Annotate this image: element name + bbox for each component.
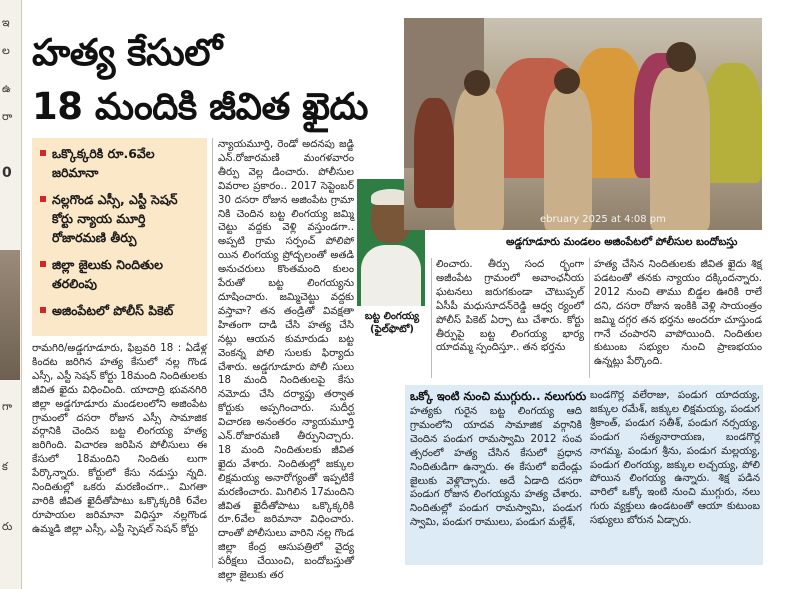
article-column-2: న్యాయమూర్తి, రెండో అదనపు జడ్జి ఎన్.రోజారమణి మంగళవారం తీర్పు వెల్ల డించారు. పోలీసుల వివరాల ప్రకారం.. 2017 సెప్టెంబర్ 30 దసరా రోజున అజింపేట గ్రామా నికి చెందిన బట్ట లింగయ్య జమ్మి చెట్టు వద్దకు వెళ్లి వస్తుండగా.. అప్పటి గ్రామ సర్పంచ్ పోలిపో యిన లింగయ్య ప్రోద్బలంతో అతడి అనుచరులు కొంతమంది కులం పేరుతో బట్ట లింగయ్యను దూషించారు. జమ్మిచెట్టు వద్దకు వస్తావా? తన తండ్రితో వివక్షతా హితంగా దాడి చేసి హత్య చేసి నట్లు ఆయన కుమారుడు బట్ట వెంకన్న పోలి సులకు ఫిర్యాదు చేశారు. అడ్డగూడూరు పోలీ సులు 18 మంది నిందితులపై కేసు నమోదు చేసి దర్యాప్తు తర్వాత కోర్టుకు అప్పగించారు. సుదీర్ఘ విచారణ అనంతరం న్యాయమూర్తి ఎన్.రోజారమణి తీర్పునిచ్చారు. 18 మంది నిందితులకు జీవిత ఖైదు వేశారు. నిందితుల్లో జక్కుల లిక్షమయ్య అనారోగ్యంతో ఇప్పటికే మరణించారు. మిగిలిన 17మందిని జీవిత ఖైదీతోపాటు ఒక్కొక్కరికి రూ.6వేల జరిమానా విధించారు. దాంతో పోలీసులు వారిని నల్ల గొండ జిల్లా కేంద్ర ఆసుపత్రిలో వైద్య పరీక్షలు చేయించి, బందోబస్తుతో జిల్లా జైలుకు తర	[218, 139, 354, 582]
article-column-3: లించారు. తీర్పు సంద ర్భంగా అజీంపేట గ్రామంలో అవాంఛనీయ ఘటనలు జరుగకుండా చౌటుప్పల్ ఏసీపీ మధుసూదన్‌రెడ్డి ఆధ్వ ర్యంలో పోలీస్ పికెట్ ఏర్పా టు చేశారు. కోర్టు తీర్పుపై బట్ట లింగయ్య భార్య యాదమ్మ స్పందిస్తూ.. తన భర్తను	[436, 259, 584, 354]
portrait-caption: బట్ట లింగయ్య (ఫైల్‌ఫొటో)	[364, 311, 420, 335]
column-rule	[431, 258, 432, 378]
sidebar-column-1: హత్యకు గురైన బట్ట లింగయ్య ఆది గ్రామంలోని యాదవ సామాజిక వర్గానికి చెందిన పండుగ రామస్వామి 2012 సంవ త్సరంలో హత్య చేసిన కేసులో ప్రధాన నిందితుడిగా ఉన్నారు. ఈ కేసులో ఐదేండ్లు జైలుకు వెళ్లొచ్చారు. అదే ఏడాది దసరా పండుగ రోజున లింగయ్యను హత్య చేశారు. నిందితుల్లో పండుగ రామస్వామి, పండుగ స్వామి, పండుగ రాములు, పండుగ మల్లేశ్,	[410, 406, 582, 529]
headline-line-2: 18 మందికి జీవిత ఖైదు	[32, 85, 368, 128]
police-officer	[544, 88, 592, 230]
sidebar-column-2: బండగొర్ల వలేరాజు, పండుగ యాదయ్య, జక్కుల రమేశ్, జక్కుల లిక్షమయ్య, పండుగ శ్రీకాంత్, పండుగ సతీశ్, పండుగ నర్సయ్య, పండుగ సత్యనారాయణ, బండగొర్ల నాగమ్మ, పండుగ శ్రీను, పండుగ మల్లయ్య, పండుగ లింగయ్య, జక్కుల లచ్చయ్య, పోలి పోయిన లింగయ్య ఉన్నారు. శిక్ష పడిన వారిలో ఒక్కో ఇంటి నుంచి ముగ్గురు, నలు గురు వ్యక్తులు ఉండటంతో ఆయా కుటుంబ సభ్యులు బోరున ఏడ్చారు.	[590, 390, 760, 527]
highlight-item: నల్లగొండ ఎస్సీ, ఎస్టీ సెషన్ కోర్టు న్యాయ మూర్తి రోజారమణి తీర్పు	[40, 190, 201, 247]
article-column-4: హత్య చేసిన నిందితులకు జీవిత ఖైదు శిక్ష పడటంతో తనకు న్యాయం దక్కిందన్నారు. 2012 నుంచి తాము బిడ్డల ఊరికి రాలే దని, దసరా రోజున ఇంకికి వెళ్లి సాయంత్రం జమ్మి దగ్గర తన భర్తను అందరూ చూస్తుండ గానే చంపారని వాపోయింది. నిందితుల కుటుంబ సభ్యుల నుంచి ప్రాణభయం ఉన్నట్లు పేర్కొంది.	[594, 259, 762, 368]
headline-line-1: హత్య కేసులో	[32, 31, 222, 74]
highlight-item: అజింపేటలో పోలీస్ పికెట్	[40, 301, 201, 320]
police-officer	[650, 68, 710, 230]
adjacent-photo	[0, 250, 20, 380]
strip-fragment: 0	[2, 165, 12, 181]
headline	[32, 26, 392, 134]
column-rule	[212, 138, 213, 568]
highlights-box	[32, 138, 207, 336]
strip-fragment: గా	[2, 400, 13, 413]
portrait-shirt	[361, 245, 421, 306]
highlight-item: జిల్లా జైలుకు నిందితుల తరలింపు	[40, 255, 201, 293]
main-photo	[404, 18, 762, 230]
article-column-1: రామగిరి/అడ్డగూడూరు, ఫిబ్రవరి 18 : ఏడేళ్ల కిందట జరిగిన హత్య కేసులో నల్ల గొండ ఎస్సీ, ఎస్టీ సెషన్ కోర్టు 18మంది నిందితులకు జీవిత ఖైదు విధించింది. యాదాద్రి భువనగిరి జిల్లా అడ్డగూడూరు మండలంలోని అజింపేట గ్రామంలో దసరా రోజున ఎస్సీ సామాజిక వర్గానికి చెందిన బట్ట లింగయ్య హత్య జరిగింది. విచారణ జరిపిన పోలీసులు ఈ కేసులో 18మందిని నిందితు లుగా పేర్కొన్నారు. కోర్టులో కేసు నడుస్తు న్నది. నిందితుల్లో ఒకరు మరణించగా.. మిగతా వారికి జీవిత ఖైదీతోపాటు ఒక్కొక్కరికి 6వేల రూపాయల జరిమానా విధిస్తూ నల్లగొండ ఉమ్మడి జిల్లా ఎస్సీ, ఎస్టీ స్పెషల్ సెషన్ కోర్టు	[32, 343, 207, 535]
crowd-figure	[414, 98, 454, 208]
strip-fragment: ల	[2, 44, 10, 57]
strip-fragment: రు	[2, 520, 13, 533]
highlight-item: ఒక్కొక్కరికి రూ.6వేల జరిమానా	[40, 144, 201, 182]
police-officer-head	[554, 68, 580, 94]
crowd-figure	[704, 63, 762, 183]
column-rule	[589, 258, 590, 378]
police-officer-head	[464, 70, 490, 96]
strip-fragment: ఇ	[2, 16, 10, 29]
strip-fragment: ఉ	[2, 82, 11, 95]
photo-caption: అడ్డగూడూరు మండలం అజింపేటలో పోలీసుల బందోబస్తు	[506, 236, 738, 248]
strip-fragment: క	[2, 460, 8, 473]
sidebar-title: ఒక్కో ఇంటి నుంచి ముగ్గురు.. నలుగురు	[410, 389, 587, 403]
adjacent-page-strip	[0, 0, 22, 589]
photo-watermark: ebruary 2025 at 4:08 pm	[540, 214, 666, 225]
strip-fragment: రా	[2, 110, 13, 123]
police-officer-head	[666, 42, 696, 72]
police-officer	[454, 88, 504, 230]
